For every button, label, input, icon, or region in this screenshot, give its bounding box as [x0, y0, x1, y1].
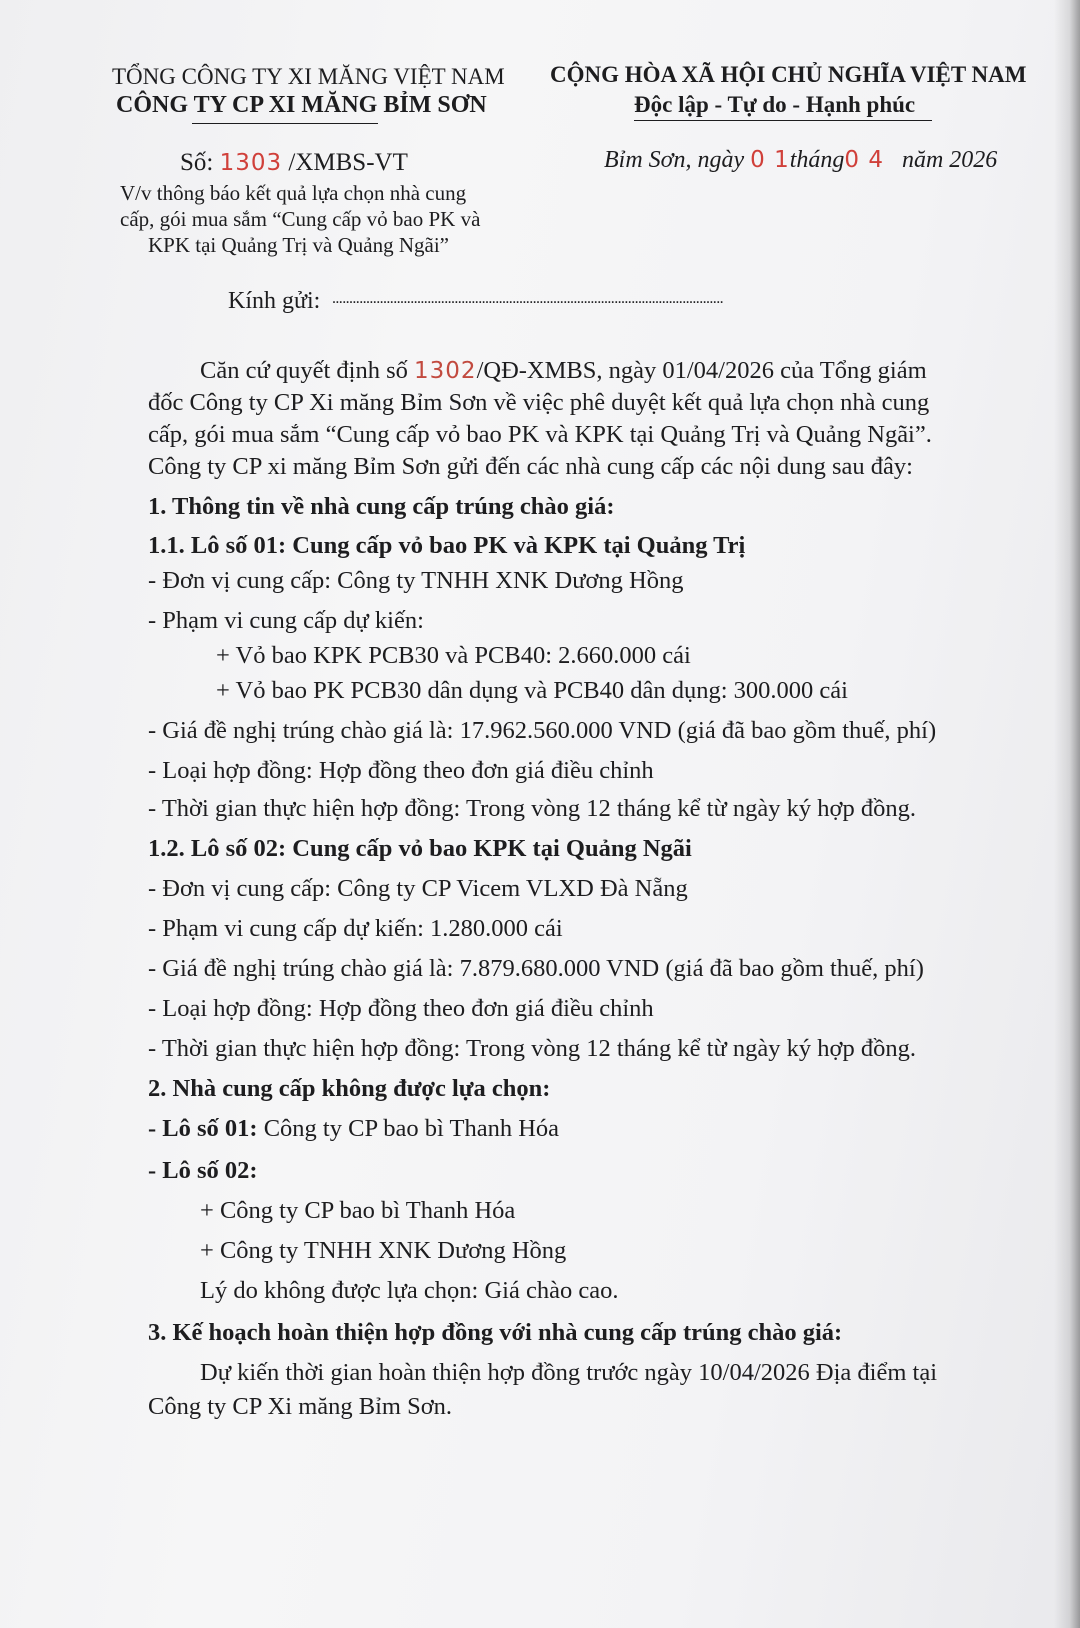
intro-pre: Căn cứ quyết định số — [200, 357, 408, 384]
date-month-handwritten: 0 4 — [844, 147, 884, 173]
section3-heading: 3. Kế hoạch hoàn thiện hợp đồng với nhà cung cấp trúng chào giá: — [148, 1319, 843, 1346]
republic-title: CỘNG HÒA XÃ HỘI CHỦ NGHĨA VIỆT NAM — [550, 62, 1027, 87]
intro-line-3: cấp, gói mua sắm “Cung cấp vỏ bao PK và KPK tại Quảng Trị và Quảng Ngãi”. — [148, 421, 932, 448]
decision-number-handwritten: 1302 — [414, 358, 477, 384]
not-selected-lot1-value: Công ty CP bao bì Thanh Hóa — [257, 1115, 560, 1142]
date-month-label: tháng — [789, 147, 845, 173]
section1-heading: 1. Thông tin về nhà cung cấp trúng chào giá: — [148, 493, 615, 520]
page-edge-shadow — [1054, 0, 1080, 1628]
lot2-duration: - Thời gian thực hiện hợp đồng: Trong vòng 12 tháng kể từ ngày ký hợp đồng. — [148, 1035, 916, 1062]
so-suffix: /XMBS-VT — [288, 149, 408, 176]
so-label: Số: — [180, 149, 214, 176]
subject-line-2: cấp, gói mua sắm “Cung cấp vỏ bao PK và — [120, 207, 481, 231]
intro-line-4: Công ty CP xi măng Bỉm Sơn gửi đến các nhà cung cấp các nội dung sau đây: — [148, 453, 913, 480]
lot1-contract-type: - Loại hợp đồng: Hợp đồng theo đơn giá điều chỉnh — [148, 757, 654, 784]
org-name: CÔNG TY CP XI MĂNG BỈM SƠN — [116, 92, 487, 118]
document-number — [180, 148, 408, 178]
lot2-contract-type: - Loại hợp đồng: Hợp đồng theo đơn giá điều chỉnh — [148, 995, 654, 1022]
section3-line-2: Công ty CP Xi măng Bỉm Sơn. — [148, 1393, 453, 1420]
not-selected-lot2-item-2: + Công ty TNHH XNK Dương Hồng — [200, 1237, 567, 1264]
not-selected-lot2-label: - Lô số 02: — [148, 1157, 258, 1184]
org-name-underline — [192, 123, 378, 124]
section2-heading: 2. Nhà cung cấp không được lựa chọn: — [148, 1075, 551, 1102]
date-day-handwritten: 0 1 — [750, 147, 790, 173]
recipient-label: Kính gửi: — [228, 288, 321, 314]
lot1-scope-item-1: + Vỏ bao KPK PCB30 và PCB40: 2.660.000 cái — [216, 642, 691, 669]
not-selected-lot2-item-1: + Công ty CP bao bì Thanh Hóa — [200, 1197, 516, 1224]
so-number-handwritten: 1303 — [219, 150, 283, 176]
intro-line-2: đốc Công ty CP Xi măng Bỉm Sơn về việc phê duyệt kết quả lựa chọn nhà cung — [148, 389, 930, 416]
subject-line-3: KPK tại Quảng Trị và Quảng Ngãi” — [148, 233, 449, 257]
not-selected-lot1-label: - Lô số 01: — [148, 1115, 258, 1142]
lot1-duration: - Thời gian thực hiện hợp đồng: Trong vòng 12 tháng kể từ ngày ký hợp đồng. — [148, 795, 916, 822]
lot2-supplier: - Đơn vị cung cấp: Công ty CP Vicem VLXD Đà Nẵng — [148, 875, 688, 902]
subject-line-1: V/v thông báo kết quả lựa chọn nhà cung — [120, 181, 467, 205]
date-place: Bỉm Sơn, ngày — [604, 147, 745, 173]
lot1-price: - Giá đề nghị trúng chào giá là: 17.962.560.000 VND (giá đã bao gồm thuế, phí) — [148, 717, 937, 744]
lot1-scope: - Phạm vi cung cấp dự kiến: — [148, 607, 424, 634]
intro-line-1 — [200, 356, 927, 386]
lot2-heading: 1.2. Lô số 02: Cung cấp vỏ bao KPK tại Quảng Ngãi — [148, 835, 692, 862]
issue-date — [604, 145, 997, 175]
date-year: năm 2026 — [901, 147, 998, 173]
lot2-price: - Giá đề nghị trúng chào giá là: 7.879.680.000 VND (giá đã bao gồm thuế, phí) — [148, 955, 924, 982]
lot2-scope: - Phạm vi cung cấp dự kiến: 1.280.000 cái — [148, 915, 563, 942]
org-parent: TỔNG CÔNG TY XI MĂNG VIỆT NAM — [112, 64, 505, 89]
intro-post: /QĐ-XMBS, ngày 01/04/2026 của Tổng giám — [476, 357, 927, 384]
lot1-scope-item-2: + Vỏ bao PK PCB30 dân dụng và PCB40 dân dụng: 300.000 cái — [216, 677, 848, 704]
recipient-dots: ................................................................................................................... — [332, 290, 724, 307]
lot1-heading: 1.1. Lô số 01: Cung cấp vỏ bao PK và KPK tại Quảng Trị — [148, 532, 746, 559]
not-selected-reason: Lý do không được lựa chọn: Giá chào cao. — [200, 1277, 619, 1304]
not-selected-lot1 — [148, 1114, 559, 1144]
motto-underline — [634, 120, 932, 121]
motto: Độc lập - Tự do - Hạnh phúc — [634, 92, 916, 117]
section3-line-1: Dự kiến thời gian hoàn thiện hợp đồng trước ngày 10/04/2026 Địa điểm tại — [200, 1359, 938, 1386]
lot1-supplier: - Đơn vị cung cấp: Công ty TNHH XNK Dương Hồng — [148, 567, 684, 594]
